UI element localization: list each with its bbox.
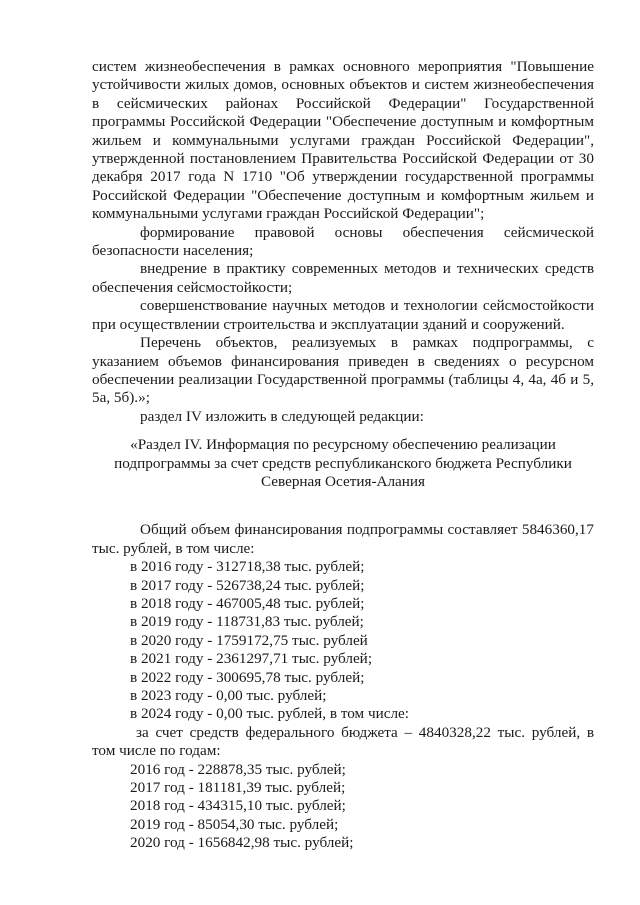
list-item: 2018 год - 434315,10 тыс. рублей; <box>130 797 346 815</box>
paragraph-legal-basis: формирование правовой основы обеспечения сейсмической безопасности населения; <box>92 223 594 260</box>
list-item: в 2024 году - 0,00 тыс. рублей, в том числе: <box>130 705 410 723</box>
list-item: 2019 год - 85054,30 тыс. рублей; <box>130 815 339 833</box>
list-item: в 2018 году - 467005,48 тыс. рублей; <box>130 594 365 612</box>
paragraph-systems: систем жизнеобеспечения в рамках основного мероприятия "Повышение устойчивости жилых домов, основных объектов и систем жизнеобеспечения в сейсмических районах Российской Федерации" Государственной программы Российской Федерации "Обеспечение доступным и комфортным жильем и коммунальными услугами граждан Российской Федерации", утвержденной постановлением Правительства Российской Федерации от 30 декабря 2017 года N 1710 "Об утверждении государственной программы Российской Федерации "Обеспечение доступным и комфортным жильем и коммунальными услугами граждан Российской Федерации"; <box>92 58 594 223</box>
list-item: 2020 год - 1656842,98 тыс. рублей; <box>130 834 354 852</box>
paragraph-section-instruction: раздел IV изложить в следующей редакции: <box>140 407 424 425</box>
paragraph-total-funding: Общий объем финансирования подпрограммы составляет 5846360,17 тыс. рублей, в том числе: <box>92 521 594 557</box>
spacer <box>92 491 594 521</box>
list-item: в 2020 году - 1759172,75 тыс. рублей <box>130 631 368 649</box>
list-item: в 2022 году - 300695,78 тыс. рублей; <box>130 668 365 686</box>
total-by-year-list <box>92 558 594 724</box>
section-heading: «Раздел IV. Информация по ресурсному обеспечению реализации подпрограммы за счет средств республиканского бюджета Республики Северная Осетия-Алания <box>114 436 572 490</box>
list-item: в 2023 году - 0,00 тыс. рублей; <box>130 687 327 704</box>
list-item: 2016 год - 228878,35 тыс. рублей; <box>130 760 346 778</box>
list-item: в 2021 году - 2361297,71 тыс. рублей; <box>130 650 373 668</box>
list-item: в 2017 году - 526738,24 тыс. рублей; <box>130 576 365 594</box>
list-item: 2017 год - 181181,39 тыс. рублей; <box>130 779 346 797</box>
paragraph-federal-funding: за счет средств федерального бюджета – 4840328,22 тыс. рублей, в том числе по годам: <box>92 723 594 760</box>
list-item: в 2016 году - 312718,38 тыс. рублей; <box>130 558 365 576</box>
paragraph-scientific-methods: совершенствование научных методов и технологии сейсмостойкости при осуществлении строительства и эксплуатации зданий и сооружений. <box>92 297 594 333</box>
list-item: в 2019 году - 118731,83 тыс. рублей; <box>130 613 364 631</box>
paragraph-modern-methods: внедрение в практику современных методов и технических средств обеспечения сейсмостойкости; <box>92 260 594 296</box>
federal-by-year-list <box>92 761 594 853</box>
paragraph-object-list: Перечень объектов, реализуемых в рамках подпрограммы, с указанием объемов финансирования приведен в сведениях о ресурсном обеспечении реализации Государственной программы (таблицы 4, 4а, 4б и 5, 5а, 5б).»; <box>92 334 594 407</box>
